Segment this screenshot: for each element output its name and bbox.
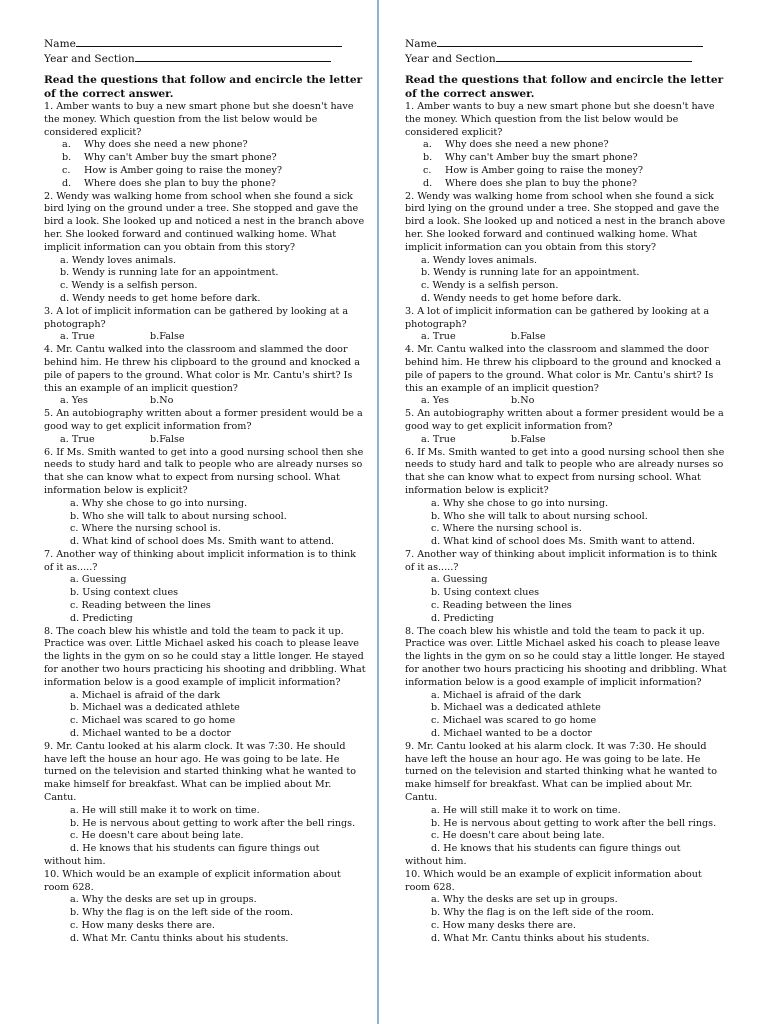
option-4a[interactable]: a. Yes [421, 395, 449, 407]
option-1d[interactable]: d. Where does she plan to buy the phone? [423, 177, 637, 189]
option-3a[interactable]: a. True [421, 331, 456, 343]
option-1c[interactable]: c. How is Amber going to raise the money? [62, 164, 283, 176]
option-10b[interactable]: b. Why the flag is on the left side of the room. [431, 907, 655, 919]
question-3-options [405, 331, 727, 344]
question-2-options [405, 255, 727, 306]
option-6d[interactable]: d. What kind of school does Ms. Smith want to attend. [70, 536, 335, 548]
option-10d[interactable]: d. What Mr. Cantu thinks about his students. [431, 932, 650, 944]
option-9b[interactable]: b. He is nervous about getting to work after the bell rings. [431, 817, 717, 829]
section-line: Year and Section [44, 51, 366, 66]
option-9d-continued: without him. [44, 856, 106, 868]
option-9a[interactable]: a. He will still make it to work on time. [70, 804, 260, 816]
option-3b[interactable]: b.False [150, 331, 185, 343]
option-8c[interactable]: c. Michael was scared to go home [431, 715, 597, 727]
option-6a[interactable]: a. Why she chose to go into nursing. [431, 497, 609, 509]
option-10a[interactable]: a. Why the desks are set up in groups. [431, 894, 618, 906]
option-10c[interactable]: c. How many desks there are. [431, 920, 576, 931]
question-6: 6. If Ms. Smith wanted to get into a good nursing school then she needs to study hard and talk to people who are already nurses so that she can know what to expect from nursing school. What information below is explicit? [405, 446, 725, 496]
option-7a[interactable]: a. Guessing [70, 574, 127, 586]
question-1-options [405, 139, 727, 190]
name-line: Name [405, 36, 727, 51]
option-7b[interactable]: b. Using context clues [431, 587, 540, 599]
question-7-options [44, 574, 366, 625]
option-4b[interactable]: b.No [150, 395, 174, 407]
option-3a[interactable]: a. True [60, 331, 95, 343]
option-9c[interactable]: c. He doesn't care about being late. [70, 830, 244, 842]
question-5: 5. An autobiography written about a former president would be a good way to get explicit information from? [405, 408, 724, 432]
question-5-options [44, 434, 366, 447]
option-2b[interactable]: b. Wendy is running late for an appointment. [421, 267, 640, 279]
question-1: 1. Amber wants to buy a new smart phone but she doesn't have the money. Which question from the list below would be considered explicit? [44, 101, 354, 138]
question-6: 6. If Ms. Smith wanted to get into a good nursing school then she needs to study hard and talk to people who are already nurses so that she can know what to expect from nursing school. What information below is explicit? [44, 446, 364, 496]
option-7d[interactable]: d. Predicting [431, 612, 494, 624]
option-1a[interactable]: a. Why does she need a new phone? [62, 139, 248, 151]
option-2b[interactable]: b. Wendy is running late for an appointment. [60, 267, 279, 279]
question-4: 4. Mr. Cantu walked into the classroom and slammed the door behind him. He threw his clipboard to the ground and knocked a pile of papers to the ground. What color is Mr. Cantu's shirt? Is this an example of an implicit question? [44, 344, 360, 394]
option-8d[interactable]: d. Michael wanted to be a doctor [70, 728, 231, 740]
option-5a[interactable]: a. True [60, 433, 95, 445]
option-1b[interactable]: b. Why can't Amber buy the smart phone? [423, 152, 638, 164]
name-line: Name [44, 36, 366, 51]
question-9-options [405, 805, 727, 856]
option-6b[interactable]: b. Who she will talk to about nursing school. [70, 510, 287, 522]
option-1c[interactable]: c. How is Amber going to raise the money? [423, 164, 644, 176]
option-7c[interactable]: c. Reading between the lines [70, 600, 211, 612]
option-2c[interactable]: c. Wendy is a selfish person. [421, 280, 559, 292]
question-3: 3. A lot of implicit information can be gathered by looking at a photograph? [405, 305, 710, 330]
instructions: Read the questions that follow and encircle the letter of the correct answer. [405, 74, 724, 100]
option-10a[interactable]: a. Why the desks are set up in groups. [70, 894, 257, 906]
question-2: 2. Wendy was walking home from school when she found a sick bird lying on the ground under a tree. She stopped and gave the bird a look. She looked up and noticed a nest in the branch above her. She looked forward and continued walking home. What implicit information can you obtain from this story? [405, 190, 726, 253]
option-9d-continued: without him. [405, 856, 467, 868]
option-8d[interactable]: d. Michael wanted to be a doctor [431, 728, 592, 740]
option-8c[interactable]: c. Michael was scared to go home [70, 715, 236, 727]
question-10-options [44, 894, 366, 945]
question-5: 5. An autobiography written about a former president would be a good way to get explicit information from? [44, 408, 363, 432]
option-9d[interactable]: d. He knows that his students can figure things out [431, 843, 681, 855]
question-9-options [44, 805, 366, 856]
section-blank[interactable] [135, 51, 331, 62]
worksheet-right [405, 36, 727, 946]
question-10-options [405, 894, 727, 945]
question-8-options [405, 690, 727, 741]
option-7c[interactable]: c. Reading between the lines [431, 600, 572, 612]
option-9c[interactable]: c. He doesn't care about being late. [431, 830, 605, 842]
option-6c[interactable]: c. Where the nursing school is. [431, 523, 582, 535]
option-6d[interactable]: d. What kind of school does Ms. Smith want to attend. [431, 536, 696, 548]
option-8a[interactable]: a. Michael is afraid of the dark [431, 689, 582, 701]
option-7b[interactable]: b. Using context clues [70, 587, 179, 599]
option-2c[interactable]: c. Wendy is a selfish person. [60, 280, 198, 292]
question-4: 4. Mr. Cantu walked into the classroom and slammed the door behind him. He threw his clipboard to the ground and knocked a pile of papers to the ground. What color is Mr. Cantu's shirt? Is this an example of an implicit question? [405, 344, 721, 394]
option-7d[interactable]: d. Predicting [70, 612, 133, 624]
section-line: Year and Section [405, 51, 727, 66]
question-4-options [405, 395, 727, 408]
option-3b[interactable]: b.False [511, 331, 546, 343]
question-7: 7. Another way of thinking about implicit information is to think of it as.....? [44, 548, 356, 573]
section-blank[interactable] [496, 51, 692, 62]
option-6a[interactable]: a. Why she chose to go into nursing. [70, 497, 248, 509]
option-1a[interactable]: a. Why does she need a new phone? [423, 139, 609, 151]
question-8: 8. The coach blew his whistle and told the team to pack it up. Practice was over. Little Michael asked his coach to please leave the lights in the gym on so he could stay a little longer. He stayed for another two hours practicing his shooting and dribbling. What information below is a good example of implicit information? [44, 625, 366, 688]
option-5a[interactable]: a. True [421, 433, 456, 445]
column-divider [377, 0, 379, 1024]
name-blank[interactable] [76, 36, 342, 47]
option-6c[interactable]: c. Where the nursing school is. [70, 523, 221, 535]
option-10d[interactable]: d. What Mr. Cantu thinks about his students. [70, 932, 289, 944]
question-3: 3. A lot of implicit information can be gathered by looking at a photograph? [44, 305, 349, 330]
question-9: 9. Mr. Cantu looked at his alarm clock. It was 7:30. He should have left the house an hour ago. He was going to be late. He turned on the television and started thinking what he wanted to make himself for breakfast. What can be implied about Mr. Cantu. [405, 740, 718, 804]
name-blank[interactable] [437, 36, 703, 47]
option-9d[interactable]: d. He knows that his students can figure things out [70, 843, 320, 855]
option-8b[interactable]: b. Michael was a dedicated athlete [70, 702, 240, 714]
question-1-options [44, 139, 366, 190]
option-9b[interactable]: b. He is nervous about getting to work after the bell rings. [70, 817, 356, 829]
option-1b[interactable]: b. Why can't Amber buy the smart phone? [62, 152, 277, 164]
question-6-options [405, 498, 727, 549]
question-4-options [44, 395, 366, 408]
option-8a[interactable]: a. Michael is afraid of the dark [70, 689, 221, 701]
question-2-options [44, 255, 366, 306]
question-1: 1. Amber wants to buy a new smart phone but she doesn't have the money. Which question from the list below would be considered explicit? [405, 101, 715, 138]
option-4b[interactable]: b.No [511, 395, 535, 407]
option-9a[interactable]: a. He will still make it to work on time. [431, 804, 621, 816]
question-6-options [44, 498, 366, 549]
option-2a[interactable]: a. Wendy loves animals. [421, 254, 538, 266]
instructions: Read the questions that follow and encircle the letter of the correct answer. [44, 74, 363, 100]
option-1d[interactable]: d. Where does she plan to buy the phone? [62, 177, 276, 189]
question-8-options [44, 690, 366, 741]
option-7a[interactable]: a. Guessing [431, 574, 488, 586]
question-8: 8. The coach blew his whistle and told the team to pack it up. Practice was over. Little Michael asked his coach to please leave the lights in the gym on so he could stay a little longer. He stayed for another two hours practicing his shooting and dribbling. What information below is a good example of implicit information? [405, 625, 727, 688]
option-5b[interactable]: b.False [150, 433, 185, 445]
option-8b[interactable]: b. Michael was a dedicated athlete [431, 702, 601, 714]
question-5-options [405, 434, 727, 447]
option-2d[interactable]: d. Wendy needs to get home before dark. [60, 292, 261, 304]
option-10c[interactable]: c. How many desks there are. [70, 920, 215, 931]
question-10: 10. Which would be an example of explicit information about room 628. [44, 868, 341, 893]
option-2a[interactable]: a. Wendy loves animals. [60, 254, 177, 266]
option-4a[interactable]: a. Yes [60, 395, 88, 407]
question-7-options [405, 574, 727, 625]
option-6b[interactable]: b. Who she will talk to about nursing school. [431, 510, 648, 522]
question-10: 10. Which would be an example of explicit information about room 628. [405, 868, 702, 893]
option-5b[interactable]: b.False [511, 433, 546, 445]
question-9: 9. Mr. Cantu looked at his alarm clock. It was 7:30. He should have left the house an hour ago. He was going to be late. He turned on the television and started thinking what he wanted to make himself for breakfast. What can be implied about Mr. Cantu. [44, 740, 357, 804]
worksheet-left [44, 36, 366, 946]
question-2: 2. Wendy was walking home from school when she found a sick bird lying on the ground under a tree. She stopped and gave the bird a look. She looked up and noticed a nest in the branch above her. She looked forward and continued walking home. What implicit information can you obtain from this story? [44, 190, 365, 253]
question-3-options [44, 331, 366, 344]
option-2d[interactable]: d. Wendy needs to get home before dark. [421, 292, 622, 304]
question-7: 7. Another way of thinking about implicit information is to think of it as.....? [405, 548, 717, 573]
option-10b[interactable]: b. Why the flag is on the left side of the room. [70, 907, 294, 919]
